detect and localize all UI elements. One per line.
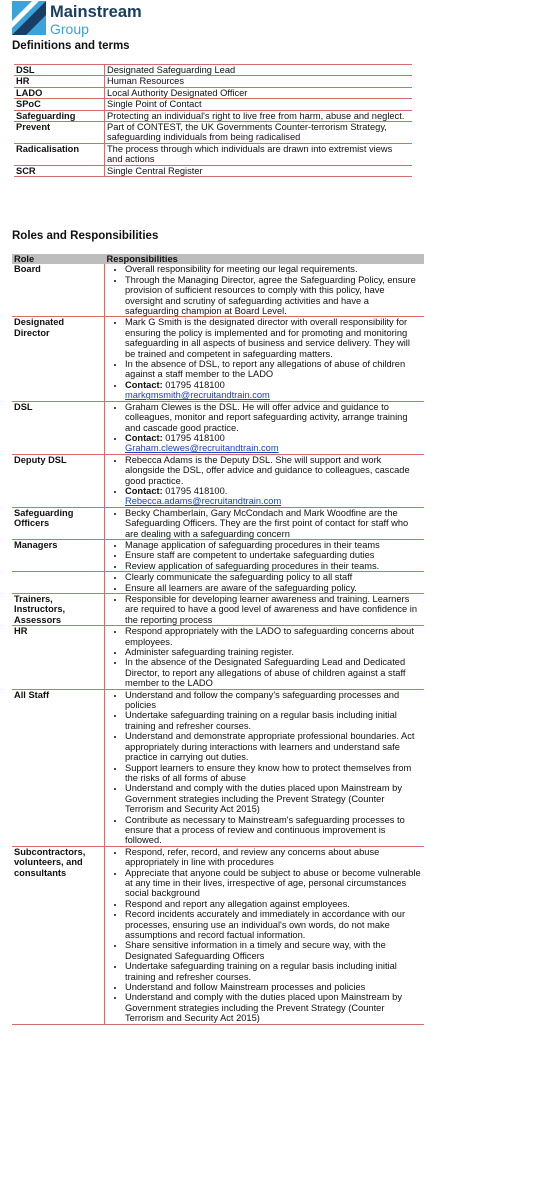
definition-term: Safeguarding <box>14 110 105 121</box>
roles-heading: Roles and Responsibilities <box>12 230 159 242</box>
role-responsibilities <box>105 401 425 454</box>
definitions-table <box>14 64 412 177</box>
responsibility-item: • Ensure staff are competent to undertake safeguarding duties <box>125 550 422 560</box>
role-row-hr <box>12 626 424 689</box>
role-name: Safeguarding Officers <box>12 507 105 539</box>
definition-row <box>14 143 412 165</box>
definition-row <box>14 99 412 110</box>
contact-email-link[interactable]: Graham.clewes@recruitandtrain.com <box>125 443 279 454</box>
definition-term: SPoC <box>14 99 105 110</box>
role-name: All Staff <box>12 689 105 846</box>
contact-label: Contact: <box>125 379 163 390</box>
definition-row <box>14 76 412 87</box>
role-row-managers <box>12 539 424 571</box>
contact-email-link[interactable]: markgmsmith@recruitandtrain.com <box>125 390 270 401</box>
responsibility-item: • In the absence of DSL, to report any allegations of abuse of children against a staff member to the LADO <box>125 359 422 380</box>
role-row-managers-cont <box>12 572 424 594</box>
contact-item <box>125 433 422 454</box>
definition-term: Prevent <box>14 122 105 144</box>
responsibility-item: • Respond appropriately with the LADO to safeguarding concerns about employees. <box>125 626 422 647</box>
responsibility-item: • Through the Managing Director, agree the Safeguarding Policy, ensure provision of sufficient resources to comply with this policy, have oversight and scrutiny of safeguarding activities and have a safeguarding champion at Board Level. <box>125 275 422 317</box>
contact-phone: 01795 418100 <box>165 379 225 390</box>
responsibility-item: • Undertake safeguarding training on a regular basis including initial training and refresher courses. <box>125 710 422 731</box>
contact-label: Contact: <box>125 485 163 496</box>
role-responsibilities <box>105 507 425 539</box>
contact-label: Contact: <box>125 432 163 443</box>
contact-item <box>125 486 422 507</box>
role-responsibilities <box>105 264 425 317</box>
role-name: Managers <box>12 539 105 571</box>
responsibility-item: • Undertake safeguarding training on a regular basis including initial training and refresher courses. <box>125 961 422 982</box>
role-responsibilities <box>105 689 425 846</box>
role-column-header: Role <box>12 254 105 264</box>
definition-row <box>14 87 412 98</box>
responsibility-item: • Ensure all learners are aware of the safeguarding policy. <box>125 583 422 593</box>
role-row-deputy <box>12 454 424 507</box>
role-responsibilities <box>105 846 425 1024</box>
role-name: DSL <box>12 401 105 454</box>
responsibility-item: • Understand and comply with the duties placed upon Mainstream by Government strategies including the Prevent Strategy (Counter Terrorism and Security Act 2015) <box>125 992 422 1023</box>
mainstream-logo-icon <box>12 1 46 35</box>
role-name: Designated Director <box>12 317 105 401</box>
definition-text: Human Resources <box>105 76 413 87</box>
role-name: HR <box>12 626 105 689</box>
role-row-allstaff <box>12 689 424 846</box>
role-responsibilities <box>105 454 425 507</box>
definitions-heading: Definitions and terms <box>12 40 130 52</box>
responsibility-item: • Understand and comply with the duties placed upon Mainstream by Government strategies including the Prevent Strategy (Counter Terrorism and Security Act 2015) <box>125 783 422 814</box>
roles-header-row <box>12 254 424 264</box>
responsibility-item: • Understand and follow Mainstream processes and policies <box>125 982 422 992</box>
responsibility-item: • Overall responsibility for meeting our legal requirements. <box>125 264 422 274</box>
responsibility-item: • Respond and report any allegation against employees. <box>125 899 422 909</box>
definition-term: Radicalisation <box>14 143 105 165</box>
responsibility-item: • Manage application of safeguarding procedures in their teams <box>125 540 422 550</box>
contact-email-link[interactable]: Rebecca.adams@recruitandtrain.com <box>125 496 282 507</box>
role-name: Subcontractors, volunteers, and consultants <box>12 846 105 1024</box>
definition-text: Single Central Register <box>105 165 413 176</box>
responsibility-item: • Rebecca Adams is the Deputy DSL. She will support and work alongside the DSL, offer advice and guidance to colleagues, cascade good practice. <box>125 455 422 486</box>
role-name: Board <box>12 264 105 317</box>
responsibility-item: • Clearly communicate the safeguarding policy to all staff <box>125 572 422 582</box>
responsibility-item: • Becky Chamberlain, Gary McCondach and Mark Woodfine are the Safeguarding Officers. They are the first point of contact for staff who are dealing with a safeguarding concern <box>125 508 422 539</box>
responsibility-item: • Record incidents accurately and immediately in accordance with our processes, ensuring use an individual's own words, do not make assumptions and record factual information. <box>125 909 422 940</box>
responsibility-item: • Share sensitive information in a timely and secure way, with the Designated Safeguarding Officers <box>125 940 422 961</box>
definition-term: DSL <box>14 65 105 76</box>
definition-row <box>14 110 412 121</box>
definition-text: Part of CONTEST, the UK Governments Counter-terrorism Strategy, safeguarding individuals from being radicalised <box>105 122 413 144</box>
role-row-officers <box>12 507 424 539</box>
definition-row <box>14 122 412 144</box>
responsibility-item: • Administer safeguarding training register. <box>125 647 422 657</box>
responsibility-item: • Mark G Smith is the designated director with overall responsibility for ensuring the policy is implemented and for promoting and monitoring safeguarding in all aspects of business and service delivery. They will be trained and competent in safeguarding matters. <box>125 317 422 359</box>
responsibility-item: • Support learners to ensure they know how to protect themselves from the risks of all forms of abuse <box>125 763 422 784</box>
definition-text: The process through which individuals are drawn into extremist views and actions <box>105 143 413 165</box>
role-responsibilities <box>105 572 425 594</box>
role-responsibilities <box>105 539 425 571</box>
contact-item <box>125 380 422 401</box>
definition-text: Designated Safeguarding Lead <box>105 65 413 76</box>
role-row-director <box>12 317 424 401</box>
role-name <box>12 572 105 594</box>
role-responsibilities <box>105 594 425 626</box>
responsibilities-column-header: Responsibilities <box>105 254 425 264</box>
contact-phone: 01795 418100. <box>165 485 228 496</box>
responsibility-item: • Review application of safeguarding procedures in their teams. <box>125 561 422 571</box>
roles-table <box>12 254 424 1025</box>
role-name: Trainers, Instructors, Assessors <box>12 594 105 626</box>
responsibility-item: • Graham Clewes is the DSL. He will offer advice and guidance to colleagues, monitor and report safeguarding activity, arrange training and cascade good practice. <box>125 402 422 433</box>
brand-name: Mainstream <box>50 3 142 21</box>
role-name: Deputy DSL <box>12 454 105 507</box>
responsibility-item: • Contribute as necessary to Mainstream's safeguarding processes to ensure that a process of review and continuous improvement is followed. <box>125 815 422 846</box>
responsibility-item: • In the absence of the Designated Safeguarding Lead and Dedicated Director, to report any allegations of abuse of children against a staff member to the LADO <box>125 657 422 688</box>
responsibility-item: • Understand and follow the company's safeguarding processes and policies <box>125 690 422 711</box>
brand-sub: Group <box>50 20 89 37</box>
definition-text: Protecting an individual's right to live free from harm, abuse and neglect. <box>105 110 413 121</box>
contact-phone: 01795 418100 <box>165 432 225 443</box>
definition-row <box>14 65 412 76</box>
role-row-subcon <box>12 846 424 1024</box>
role-responsibilities <box>105 626 425 689</box>
definition-term: LADO <box>14 87 105 98</box>
definition-text: Local Authority Designated Officer <box>105 87 413 98</box>
role-row-trainers <box>12 594 424 626</box>
role-row-dsl <box>12 401 424 454</box>
definition-row <box>14 165 412 176</box>
definition-term: SCR <box>14 165 105 176</box>
responsibility-item: • Responsible for developing learner awareness and training. Learners are required to have a good level of awareness and have confidence in the reporting process <box>125 594 422 625</box>
role-row-board <box>12 264 424 317</box>
definition-term: HR <box>14 76 105 87</box>
definition-text: Single Point of Contact <box>105 99 413 110</box>
responsibility-item: • Appreciate that anyone could be subject to abuse or become vulnerable at any time in their lives, irrespective of age, personal circumstances social background <box>125 868 422 899</box>
mainstream-logo <box>12 1 142 37</box>
role-responsibilities <box>105 317 425 401</box>
responsibility-item: • Understand and demonstrate appropriate professional boundaries. Act appropriately during interactions with learners and understand safe practice in carrying out duties. <box>125 731 422 762</box>
responsibility-item: • Respond, refer, record, and review any concerns about abuse appropriately in line with procedures <box>125 847 422 868</box>
